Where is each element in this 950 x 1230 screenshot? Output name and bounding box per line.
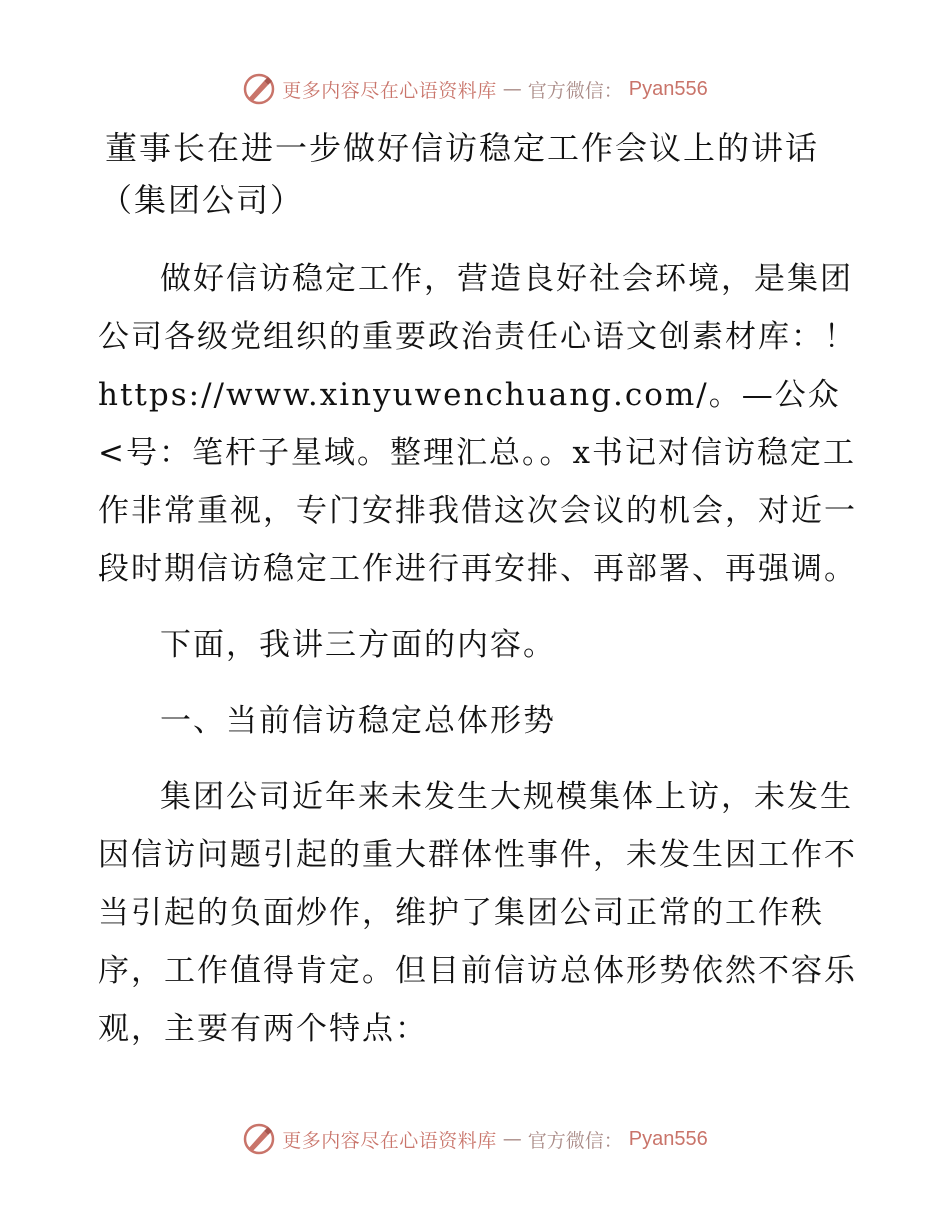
- document-body: [98, 250, 858, 1076]
- watermark-wechat-id: Pyan556: [628, 77, 708, 100]
- paragraph-outline: 下面，我讲三方面的内容。: [160, 627, 556, 663]
- pen-logo-icon: [242, 1122, 276, 1156]
- watermark-wechat-id: Pyan556: [628, 1127, 708, 1150]
- watermark-separator: —: [502, 1128, 522, 1150]
- paragraph-intro: 做好信访稳定工作，营造良好社会环境，是集团公司各级党组织的重要政治责任心语文创素材库：！https://www.xinyuwenchuang.com/。—公众<号：笔杆子星域。整理汇总。。x书记对信访稳定工作非常重视，专门安排我借这次会议的机会，对近一段时期信访稳定工作进行再安排、再部署、再强调。: [98, 261, 857, 587]
- watermark-header: [0, 72, 950, 106]
- watermark-separator: —: [502, 78, 522, 100]
- watermark-main-text: 更多内容尽在心语资料库: [282, 79, 497, 102]
- title-line-1: 董事长在进一步做好信访稳定工作会议上的讲话: [105, 129, 820, 167]
- title-line-2: （集团公司）: [100, 181, 305, 219]
- pen-logo-icon: [242, 72, 276, 106]
- watermark-sub-text: 官方微信：: [527, 79, 623, 102]
- document-title: [100, 122, 865, 226]
- paragraph-situation: 集团公司近年来未发生大规模集体上访，未发生因信访问题引起的重大群体性事件，未发生因工作不当引起的负面炒作，维护了集团公司正常的工作秩序，工作值得肯定。但目前信访总体形势依然不容乐观，主要有两个特点：: [98, 779, 857, 1047]
- watermark-sub-text: 官方微信：: [527, 1129, 623, 1152]
- section-heading-1: 一、当前信访稳定总体形势: [160, 703, 556, 739]
- watermark-main-text: 更多内容尽在心语资料库: [282, 1129, 497, 1152]
- watermark-footer: [0, 1122, 950, 1156]
